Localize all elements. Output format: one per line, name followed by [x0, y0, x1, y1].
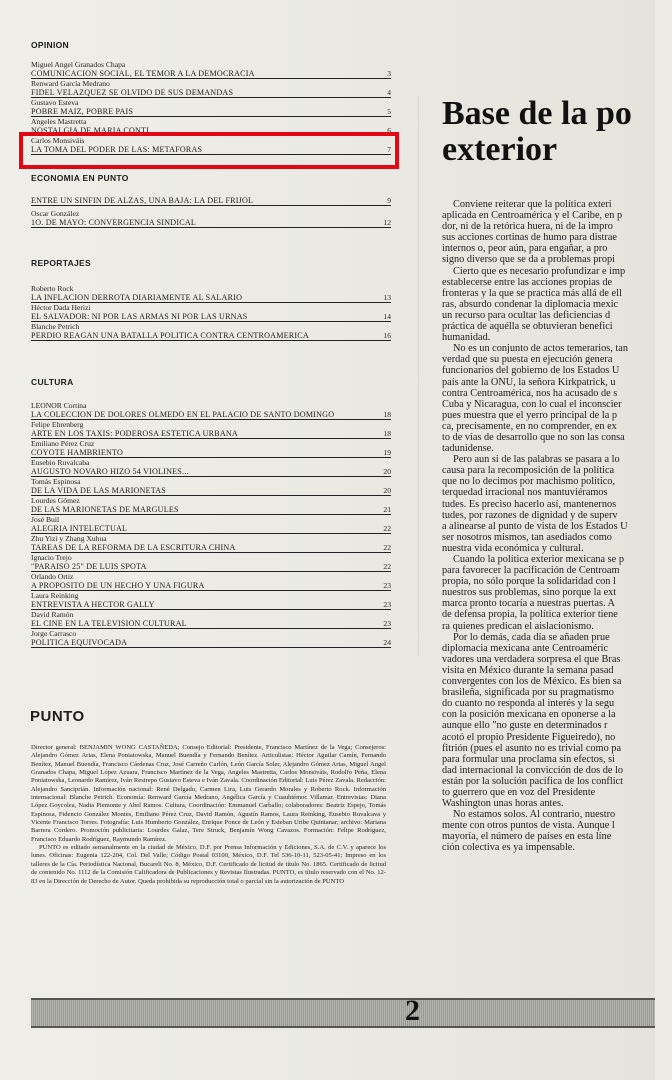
index-entry[interactable]	[31, 629, 391, 648]
index-entry[interactable]	[31, 610, 391, 629]
article-line: nuestros sus problemas, sino porque la ext	[442, 587, 617, 599]
index-entry-page: 13	[383, 293, 391, 302]
index-entry[interactable]	[31, 284, 391, 303]
index-entry-title: A PROPOSITO DE UN HECHO Y UNA FIGURA	[31, 581, 205, 590]
index-entry[interactable]	[31, 477, 391, 496]
index-entry[interactable]	[31, 534, 391, 553]
index-entry[interactable]	[31, 572, 391, 591]
article-line: dor, ni de la retórica huera, ni de la impro	[442, 221, 613, 233]
index-entry-title: PERDIO REAGAN UNA BATALLA POLITICA CONTRA CENTROAMERICA	[31, 331, 309, 340]
index-section-heading: OPINION	[31, 40, 69, 50]
index-entry-author: Blanche Petrich	[31, 322, 80, 331]
article-line: signo diverso que se da a problemas propi	[442, 254, 616, 266]
index-entry-page: 24	[383, 638, 391, 647]
index-entry[interactable]	[31, 458, 391, 477]
article-line: Pero aun si de las palabras se pasara a lo	[453, 454, 620, 466]
index-entry-title: "PARAISO 25" DE LUIS SPOTA	[31, 562, 147, 571]
index-entry[interactable]	[31, 60, 391, 79]
index-entry-page: 5	[387, 107, 391, 116]
index-entry-author: Lourdes Gómez	[31, 496, 80, 505]
index-entry-author: Héctor Dada Herizi	[31, 303, 91, 312]
index-entry-title: DE LAS MARIONETAS DE MARGULES	[31, 505, 179, 514]
index-entry-title: NOSTALGIA DE MARIA CONTI	[31, 126, 150, 135]
article-line: aunque ello "no guste en determinados r	[442, 720, 608, 732]
index-entry-author: Eusebio Ruvalcaba	[31, 458, 90, 467]
article-line: están por la solución pacífica de los conflict	[442, 775, 623, 787]
article-line: vadores una verdadera sorpresa el que Bras	[442, 653, 621, 665]
article-line: tudes. Es preciso hacerlo así, mantenernos	[442, 498, 617, 510]
article-line: causa para la recomposición de la política	[442, 465, 615, 477]
index-entry-author: Tomás Espinosa	[31, 477, 81, 486]
index-entry-title: 1O. DE MAYO: CONVERGENCIA SINDICAL	[31, 218, 197, 227]
article-line: tadunidense.	[442, 443, 494, 455]
index-entry-page: 23	[383, 619, 391, 628]
index-entry-page: 14	[383, 312, 391, 321]
article-line: convergentes con los de México. Es bien sa	[442, 676, 622, 688]
index-section	[31, 173, 391, 228]
index-entry-page: 22	[383, 543, 391, 552]
article-line: mente con otros puntos de vista. Aunque l	[442, 820, 615, 832]
article-line: Cuando la política exterior mexicana se p	[453, 554, 624, 565]
index-entry-title: TAREAS DE LA REFORMA DE LA ESCRITURA CHINA	[31, 543, 236, 552]
article-line: fitrión (pues el asunto no es trivial como pa	[442, 742, 622, 754]
article-line: verdad que su puesta en ejecución genera	[442, 354, 613, 366]
index-entry[interactable]	[31, 322, 391, 341]
article-line: ser nosotros mismos, tan asediados como	[442, 531, 612, 543]
index-entry-author: Oscar González	[31, 209, 80, 218]
index-entry[interactable]	[31, 196, 391, 206]
index-entry-page: 4	[387, 88, 391, 97]
article-line: ras, absurdo condenar la diplomacia mexic	[442, 298, 619, 310]
index-entry-page: 19	[383, 448, 391, 457]
article-line: brasileña, significada por su pragmatismo	[442, 687, 614, 699]
credits-staff: Director general: BENJAMIN WONG CASTAÑEDA; Consejo Editorial: Presidente, Francisco Martínez de la Vega; Consejeros: Alejandro Gómez Arias, Elena Poniatowska, Manuel Buendía y Fernando Benítez. Articulistas: Héctor Aguilar Camín, Fernando Benítez, Manuel Buendía, Francisco Cárdenas Cruz, José Carreño Carlón, León García Soler, Alejandro Gómez Arias, Miguel Angel Granados Chapa, Miguel López Azuara, Francisco Martínez de la Vega, Angeles Mastretta, Carlos Monsiváis, Rodolfo Peña, Elena Poniatowska, Leonardo Ramírez, Iván Restrepo Gustavo Esteva e Iván Zavala. Coordinación Editorial: Luis Pérez Zavala. Redacción: Alejandro Sanciprián. Información nacional: René Delgado, Carmen Lira, Luis Gerardo Morales y Roberto Rock. Información internacional: Blanche Petrich. Economía: Renward García Medrano, Angélica García y Cuauhtémoc Villamar. Entrevistas: Diana López Goycolea, Nadia Piemonte y Abel Ramos. Cultura, Coordinación: Emmanuel Carballo; colaboradores: Beatriz Espejo, Tomás Espinosa, Fidencio González Montes, Emiliano Pérez Cruz, David Ramón, Agustín Ramos, Laura Reinking, Eusebio Ruvalcava y Vicente Francisco Torres. Fotografía: Luis Humberto González, Enrique Ponce de León y Esteban Uribe Quintanar; archivo: Mariana Barrera Cordero. Promoción publicitaria: Lourdes Galaz, Tere Struck, Benjamín Wong Cavazos. Formación: Felipe Rodríguez, Francisco Eduardo Rodríguez, Raymundo Ramírez.	[31, 744, 386, 843]
index-entry-page: 12	[383, 218, 391, 227]
article-line: tudes, por razones de dignidad y de superv	[442, 509, 618, 521]
article-line: sus acciones cortinas de humo para distrae	[442, 232, 617, 244]
article-line: pues muestra que el yerro principal de la p	[442, 409, 617, 421]
index-entry-author: Felipe Ehrenberg	[31, 420, 84, 429]
article-line: to de vías de desarrollo que no son las consa	[442, 431, 625, 443]
index-entry-author: LEONOR Cortina	[31, 401, 87, 410]
article-line: do cuanto no responda al interés y la segu	[442, 698, 615, 710]
index-entry-rule	[31, 647, 391, 648]
index-entry-author: Laura Reinking	[31, 591, 79, 600]
index-entry-author: Carlos Monsiváis	[31, 136, 85, 145]
index-entry-title: POBRE MAIZ, POBRE PAIS	[31, 107, 134, 116]
article-line: No estamos solos. Al contrario, nuestro	[453, 809, 616, 821]
article-line: aplicada en Centroamérica y el Caribe, en p	[442, 210, 623, 222]
index-entry[interactable]	[31, 420, 391, 439]
article-line: para favorecer la pacificación de Centroam	[442, 565, 620, 577]
index-entry-author: Orlando Ortiz	[31, 572, 74, 581]
index-entry-title: ALEGRIA INTELECTUAL	[31, 524, 128, 533]
highlight-box	[19, 132, 399, 169]
index-entry-page: 20	[383, 467, 391, 476]
index-entry-title: COYOTE HAMBRIENTO	[31, 448, 124, 457]
index-entry-title: LA COLECCION DE DOLORES OLMEDO EN EL PALACIO DE SANTO DOMINGO	[31, 410, 335, 419]
index-entry-page: 20	[383, 486, 391, 495]
index-entry-title: LA INFLACION DERROTA DIARIAMENTE AL SALARIO	[31, 293, 243, 302]
masthead-credits	[31, 744, 386, 886]
index-entry-author: Gustavo Esteva	[31, 98, 79, 107]
article-line: fronteras y la que se practica más allá de ell	[442, 287, 622, 299]
article-line: ción colectiva es ya impensable.	[442, 842, 575, 854]
index-entry-author: Miguel Angel Granados Chapa	[31, 60, 126, 69]
article-line: terquedad irracional nos mantuviéramos	[442, 487, 608, 499]
article-line: mayoría, el número de países en esta líne	[442, 831, 612, 843]
article-headline-line-1: Base de la po	[442, 95, 632, 132]
index-entry-title: POLITICA EQUIVOCADA	[31, 638, 128, 647]
index-entry[interactable]	[31, 496, 391, 515]
index-entry[interactable]	[31, 439, 391, 458]
index-entry-author: José Buil	[31, 515, 60, 524]
index-entry[interactable]	[31, 209, 391, 228]
index-entry-rule	[31, 205, 391, 206]
index-entry-page: 18	[383, 429, 391, 438]
index-entry-author: Emiliano Pérez Cruz	[31, 439, 95, 448]
article-line: ca, precisamente, en no comprender, en ex	[442, 420, 617, 432]
article-line: to guerrero que en voz del Presidente	[442, 786, 596, 798]
index-entry[interactable]	[31, 98, 391, 117]
index-entry-rule	[31, 340, 391, 341]
index-entry-title: AUGUSTO NOVARO HIZO 54 VIOLINES...	[31, 467, 189, 476]
footer-banner	[31, 998, 655, 1028]
index-entry-page: 23	[383, 581, 391, 590]
article-line: dad internacional la convicción de dos de lo	[442, 764, 623, 776]
article-line: marca pronto tocaría a nuestras puertas. A	[442, 598, 615, 610]
article-line: establecerse entre las acciones propias de	[442, 276, 613, 288]
index-entry-page: 9	[387, 196, 391, 205]
article-line: visita en México durante la semana pasad	[442, 664, 614, 676]
index-section-heading: ECONOMIA EN PUNTO	[31, 173, 129, 183]
article-line: nuestra vida económica y cultural.	[442, 542, 584, 554]
article-body	[442, 199, 672, 854]
article-line: con la posición mexicana en oponerse a la	[442, 709, 616, 721]
index-entry[interactable]	[31, 553, 391, 572]
index-entry-title: COMUNICACION SOCIAL, EL TEMOR A LA DEMOCRACIA	[31, 69, 255, 78]
article-line: humanidad.	[442, 332, 491, 344]
article-line: ra quienes predican el aislacionismo.	[442, 620, 594, 632]
index-entry-rule	[31, 227, 391, 228]
index-entry[interactable]	[31, 79, 391, 98]
index-entry-title: ENTRE UN SINFIN DE ALZAS, UNA BAJA: LA DEL FRIJOL	[31, 196, 254, 205]
index-section	[31, 377, 391, 648]
index-entry-page: 3	[387, 69, 391, 78]
index-entry-title: EL CINE EN LA TELEVISION CULTURAL	[31, 619, 187, 628]
index-entry-author: Ignacio Trejo	[31, 553, 72, 562]
index-entry-author: Renward García Medrano	[31, 79, 110, 88]
index-entry[interactable]	[31, 303, 391, 322]
index-entry-author: Zhu Yizi y Zhang Xuhua	[31, 534, 107, 543]
index-entry[interactable]	[31, 515, 391, 534]
index-entry-title: EL SALVADOR: NI POR LAS ARMAS NI POR LAS URNAS	[31, 312, 248, 321]
index-entry-page: 23	[383, 600, 391, 609]
index-entry-page: 7	[387, 145, 391, 154]
index-entry-page: 21	[383, 505, 391, 514]
index-section-heading: CULTURA	[31, 377, 74, 387]
article-line: de defensa propia, la política exterior tiene	[442, 609, 618, 621]
index-entry-title: ARTE EN LOS TAXIS: PODEROSA ESTETICA URBANA	[31, 429, 238, 438]
article-line: Cuba y Nicaragua, con lo cual el inconscier	[442, 398, 622, 410]
index-entry-page: 18	[383, 410, 391, 419]
page-number: 2	[405, 994, 420, 1027]
article-line: Cierto que es necesario profundizar e imp	[453, 265, 626, 277]
article-line: un recurso para ocultar las deficiencias d	[442, 309, 611, 321]
index-entry-title: FIDEL VELAZQUEZ SE OLVIDO DE SUS DEMANDAS	[31, 88, 234, 97]
article-line: Conviene reiterar que la política exteri	[453, 199, 612, 210]
article-line: acotó el propio Presidente Figueiredo), no	[442, 731, 616, 743]
index-entry-author: David Ramón	[31, 610, 74, 619]
index-entry[interactable]	[31, 591, 391, 610]
article-line: funcionarios del gobierno de los Estados U	[442, 365, 620, 377]
index-entry-title: ENTREVISTA A HECTOR GALLY	[31, 600, 155, 609]
index-entry-page: 22	[383, 524, 391, 533]
article-line: propia, no sólo porque la solidaridad con l	[442, 576, 616, 588]
article-line: país ante la ONU, la señora Kirkpatrick, u	[442, 376, 616, 388]
article-line: práctica de aquélla se obtuvieran benefici	[442, 321, 613, 333]
index-entry-title: LA TOMA DEL PODER DE LAS: METAFORAS	[31, 145, 203, 154]
index-section-heading: REPORTAJES	[31, 258, 91, 268]
article-line: Washington unas horas antes.	[442, 798, 564, 810]
index-section	[31, 258, 391, 341]
article-line: para formular una proclama sin efectos, si	[442, 753, 615, 765]
article-line: a alinearse al punto de vista de los Estados U	[442, 520, 628, 532]
index-entry-author: Jorge Carrasco	[31, 629, 77, 638]
index-entry-page: 22	[383, 562, 391, 571]
index-entry[interactable]	[31, 401, 391, 420]
article-headline-line-2: exterior	[442, 131, 558, 168]
article-line: que no lo decimos por machismo político,	[442, 476, 616, 488]
index-entry-page: 16	[383, 331, 391, 340]
article-line: internos o, peor aún, para engañar, a pro	[442, 243, 608, 255]
masthead-title: PUNTO	[30, 708, 85, 725]
page-fold	[418, 96, 419, 656]
article-line: diplomacia mexicana ante Centroaméric	[442, 642, 609, 654]
index-entry-page: 6	[387, 126, 391, 135]
index-entry-author: Roberto Rock	[31, 284, 74, 293]
article-line: contra Centroamérica, nos ha acusado de s	[442, 387, 618, 399]
article-line: No es un conjunto de actos temerarios, tan	[453, 343, 628, 355]
index-entry-title: DE LA VIDA DE LAS MARIONETAS	[31, 486, 166, 495]
credits-publisher: PUNTO es editado semanalmente en la ciudad de México, D.F. por Prensa Información y Ediciones, S.A. de C.V. y aparece los lunes. Oficinas: Eugenia 122-204, Col. Del Valle; Código Postal 03100, México, D.F. Tel 536-10-11, 523-05-41; Impreso en los talleres de la Cía. Periodística Nacional, Bucareli No. 8, México, D.F. Certificado de licitud de título No. 1865. Certificado de licitud de contenido No. 1112 de la Comisión Calificadora de Publicaciones y Revistas Ilustradas. PUNTO, es título reservado con el No. 12-83 en la Dirección de Derecho de Autor. Queda prohibida su reproducción total o parcial sin la autorización de PUNTO	[31, 844, 386, 885]
index-entry-author: Angeles Mastretta	[31, 117, 87, 126]
article-line: Por lo demás, cada día se añaden prue	[453, 631, 610, 643]
